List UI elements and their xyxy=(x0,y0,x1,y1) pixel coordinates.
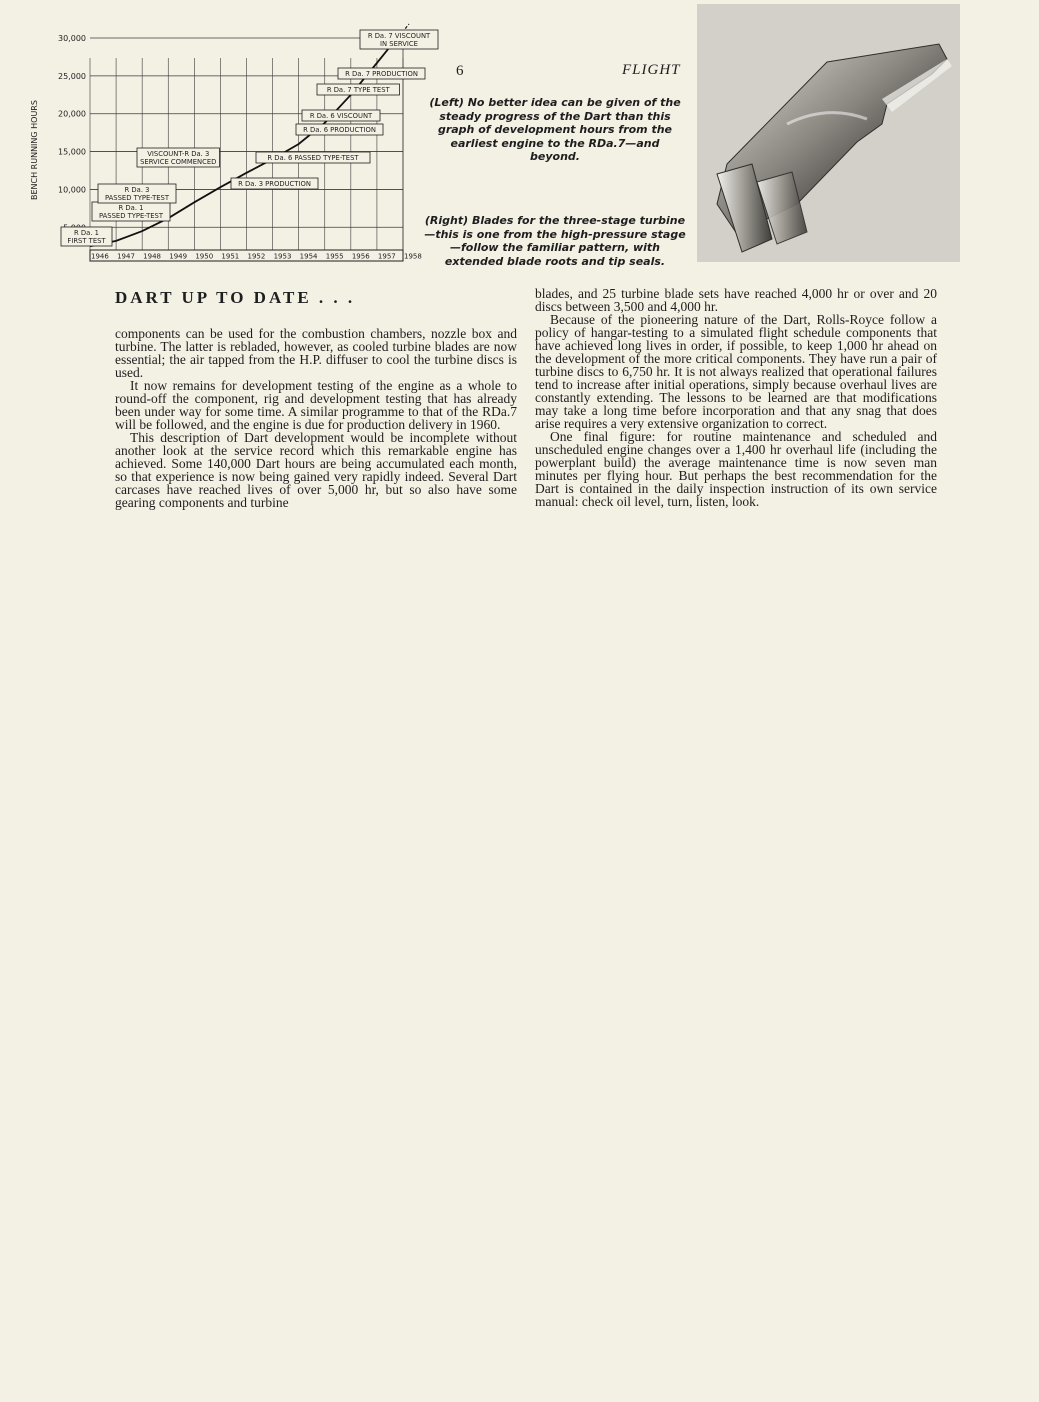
chart-x-tick-label: 1949 xyxy=(169,252,188,261)
right-paragraph-3: One final figure: for routine maintenance and scheduled and unscheduled engine changes over a 1,400 hr overhaul life (including the powerplant build) the average maintenance time is now seven man minutes per flying hour. But perhaps the best recommendation for the Dart is contained in the daily inspection instruction of its own service manual: check oil level, turn, listen, look. xyxy=(535,429,937,509)
chart-annotation-label: R Da. 1 xyxy=(118,204,144,212)
chart-x-tick-label: 1948 xyxy=(143,252,161,261)
chart-annotation-label: R Da. 1 xyxy=(74,229,99,237)
caption-right: (Right) Blades for the three-stage turbine —this is one from the high-pressure stage —follow the familiar pattern, with extended blade roots and tip seals. xyxy=(424,214,686,268)
chart-x-tick-label: 1956 xyxy=(351,252,370,261)
chart-annotation-label: R Da. 6 PASSED TYPE-TEST xyxy=(267,154,359,162)
chart-x-tick-label: 1954 xyxy=(299,252,318,261)
chart-annotation-label: PASSED TYPE-TEST xyxy=(104,194,170,202)
chart-x-tick-label: 1950 xyxy=(195,252,214,261)
chart-annotation-label: R Da. 7 TYPE TEST xyxy=(326,86,390,94)
chart-annotation-label: R Da. 6 PRODUCTION xyxy=(303,126,376,134)
caption-left: (Left) No better idea can be given of the steady progress of the Dart than this graph of development hours from the earliest engine to the RDa.7—and beyond. xyxy=(429,96,681,163)
chart-x-tick-label: 1955 xyxy=(325,252,344,261)
chart-x-tick-label: 1946 xyxy=(91,252,109,261)
left-paragraph-3: This description of Dart development would be incomplete without another look at the service record which this remarkable engine has achieved. Some 140,000 Dart hours are being accumulated each month, so that experience is now being gained very rapidly indeed. Several Dart carcases have reached lives of over 5,000 hr, but so also have some gearing components and turbine xyxy=(115,430,517,510)
chart-x-tick-label: 1958 xyxy=(404,252,422,261)
chart-x-tick-label: 1952 xyxy=(247,252,266,261)
chart-annotation-label: R Da. 3 xyxy=(124,186,150,194)
chart-annotation-label: R Da. 7 VISCOUNT xyxy=(367,32,431,40)
chart-y-tick-label: 20,000 xyxy=(58,109,86,119)
chart-y-tick-label: 25,000 xyxy=(58,71,86,81)
chart-y-tick-label: 10,000 xyxy=(58,185,86,195)
chart-annotation-label: IN SERVICE xyxy=(380,40,418,48)
chart-y-tick-label: 30,000 xyxy=(58,34,86,43)
chart-x-tick-label: 1951 xyxy=(221,252,240,261)
chart-annotation-label: R Da. 7 PRODUCTION xyxy=(345,70,418,78)
left-paragraph-1: components can be used for the combustion chambers, nozzle box and turbine. The latter is rebladed, however, as cooled turbine blades are now essential; the air tapped from the H.P. diffuser to cool the turbine discs is used. xyxy=(115,326,517,380)
right-paragraph-1: blades, and 25 turbine blade sets have reached 4,000 hr or over and 20 discs between 3,500 and 4,000 hr. xyxy=(535,286,937,314)
chart-annotation-label: VISCOUNT-R Da. 3 xyxy=(147,150,210,158)
turbine-blade-image xyxy=(697,4,960,262)
development-hours-chart xyxy=(20,20,440,270)
turbine-blade-photo xyxy=(697,4,960,262)
article-right-column xyxy=(535,287,937,508)
chart-x-tick-label: 1947 xyxy=(117,252,135,261)
chart-annotation-label: PASSED TYPE-TEST xyxy=(98,212,164,220)
chart-annotation-label: SERVICE COMMENCED xyxy=(140,158,217,166)
chart-annotation-label: FIRST TEST xyxy=(67,237,106,245)
chart-annotation-label: R Da. 3 PRODUCTION xyxy=(238,180,311,188)
chart-svg xyxy=(20,20,440,270)
right-paragraph-2: Because of the pioneering nature of the Dart, Rolls-Royce follow a policy of hangar-testing to a simulated flight schedule components that have achieved long lives in order, if possible, to keep 1,000 hr ahead on the development of the more critical components. They have run a pair of turbine discs to 6,750 hr. It is not always realized that operational failures tend to increase after initial operations, simply because overhaul lives are constantly extending. The lessons to be learned are that modifications may take a long time before incorporation and that any snag that does arise requires a very extensive organization to correct. xyxy=(535,312,937,431)
magazine-title: FLIGHT xyxy=(622,62,681,78)
left-paragraph-2: It now remains for development testing of the engine as a whole to round-off the component, rig and development testing that has already been under way for some time. A similar programme to that of the RDa.7 will be followed, and the engine is due for production delivery in 1960. xyxy=(115,378,517,432)
chart-annotation-label: R Da. 6 VISCOUNT xyxy=(309,112,373,120)
page-number: 6 xyxy=(456,63,464,79)
article-left-column xyxy=(115,327,517,509)
chart-y-tick-label: 15,000 xyxy=(58,147,86,157)
chart-x-tick-label: 1957 xyxy=(377,252,396,261)
chart-x-tick-label: 1953 xyxy=(273,252,292,261)
article-headline: DART UP TO DATE . . . xyxy=(115,288,356,307)
chart-y-axis-label: BENCH RUNNING HOURS xyxy=(30,100,39,200)
